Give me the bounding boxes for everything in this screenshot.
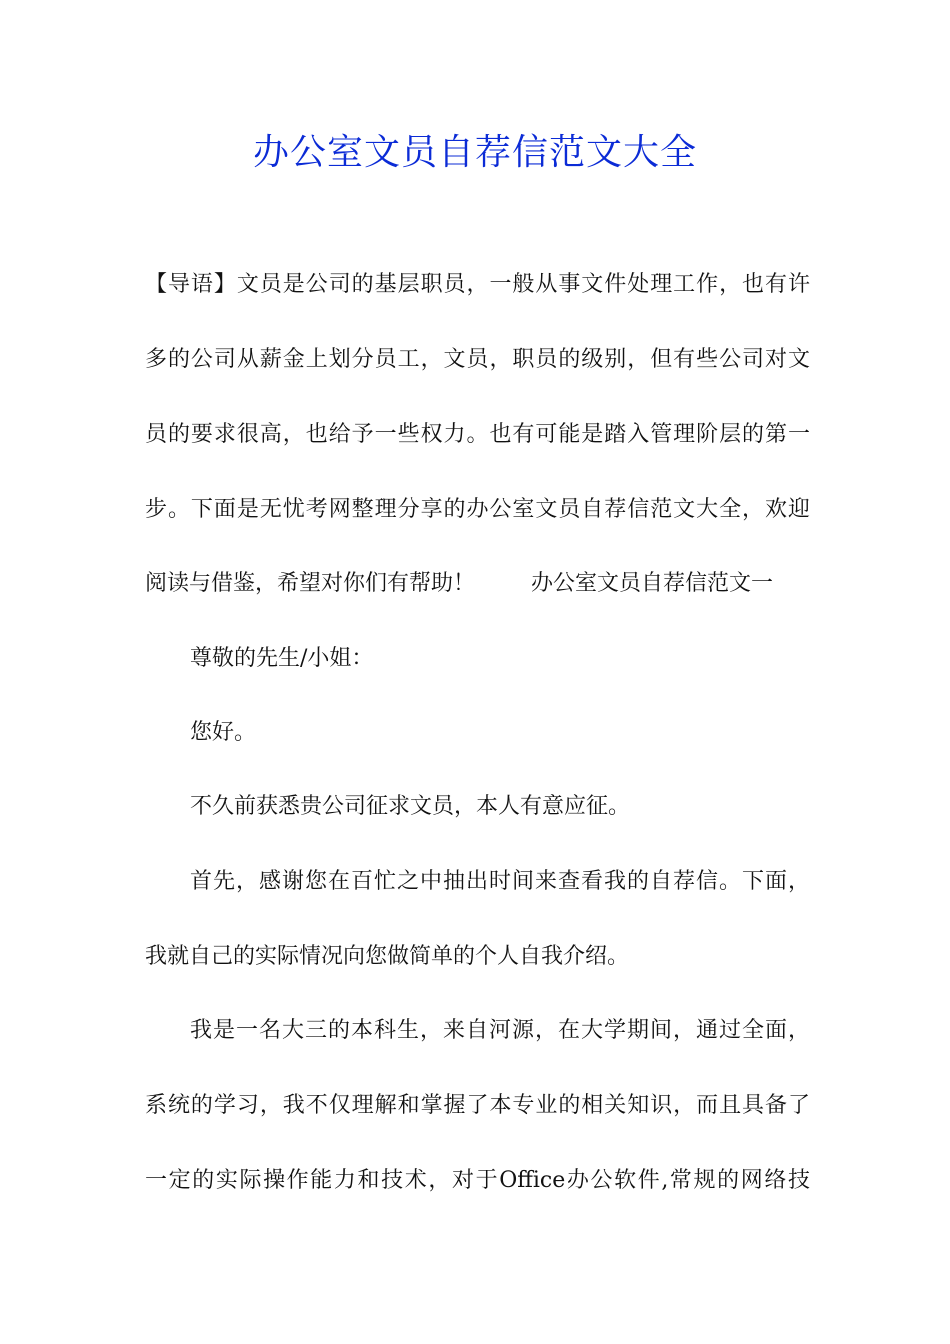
paragraph-line: 首先，感谢您在百忙之中抽出时间来查看我的自荐信。下面， bbox=[190, 869, 810, 894]
paragraph-line: 不久前获悉贵公司征求文员，本人有意应征。 bbox=[190, 794, 631, 819]
paragraph-line: 我就自己的实际情况向您做简单的个人自我介绍。 bbox=[145, 944, 630, 969]
paragraph-line-text: 阅读与借鉴，希望对你们有帮助！ bbox=[145, 571, 476, 596]
paragraph-line: 步。下面是无忧考网整理分享的办公室文员自荐信范文大全，欢迎 bbox=[145, 497, 810, 522]
salutation: 尊敬的先生/小姐： bbox=[190, 646, 374, 671]
greeting: 您好。 bbox=[190, 720, 257, 745]
section-heading: 办公室文员自荐信范文一 bbox=[531, 571, 774, 596]
paragraph-line: 一定的实际操作能力和技术，对于Office办公软件,常规的网络技 bbox=[145, 1168, 810, 1193]
document-title: 办公室文员自荐信范文大全 bbox=[252, 132, 697, 173]
paragraph-line bbox=[145, 567, 810, 601]
paragraph-line: 员的要求很高，也给予一些权力。也有可能是踏入管理阶层的第一 bbox=[145, 422, 810, 447]
paragraph-line: 系统的学习，我不仅理解和掌握了本专业的相关知识，而且具备了 bbox=[145, 1093, 810, 1118]
paragraph-line: 我是一名大三的本科生，来自河源，在大学期间，通过全面， bbox=[190, 1018, 810, 1043]
paragraph-line: 多的公司从薪金上划分员工，文员，职员的级别，但有些公司对文 bbox=[145, 347, 810, 372]
paragraph-line: 【导语】文员是公司的基层职员，一般从事文件处理工作，也有许 bbox=[145, 272, 810, 297]
